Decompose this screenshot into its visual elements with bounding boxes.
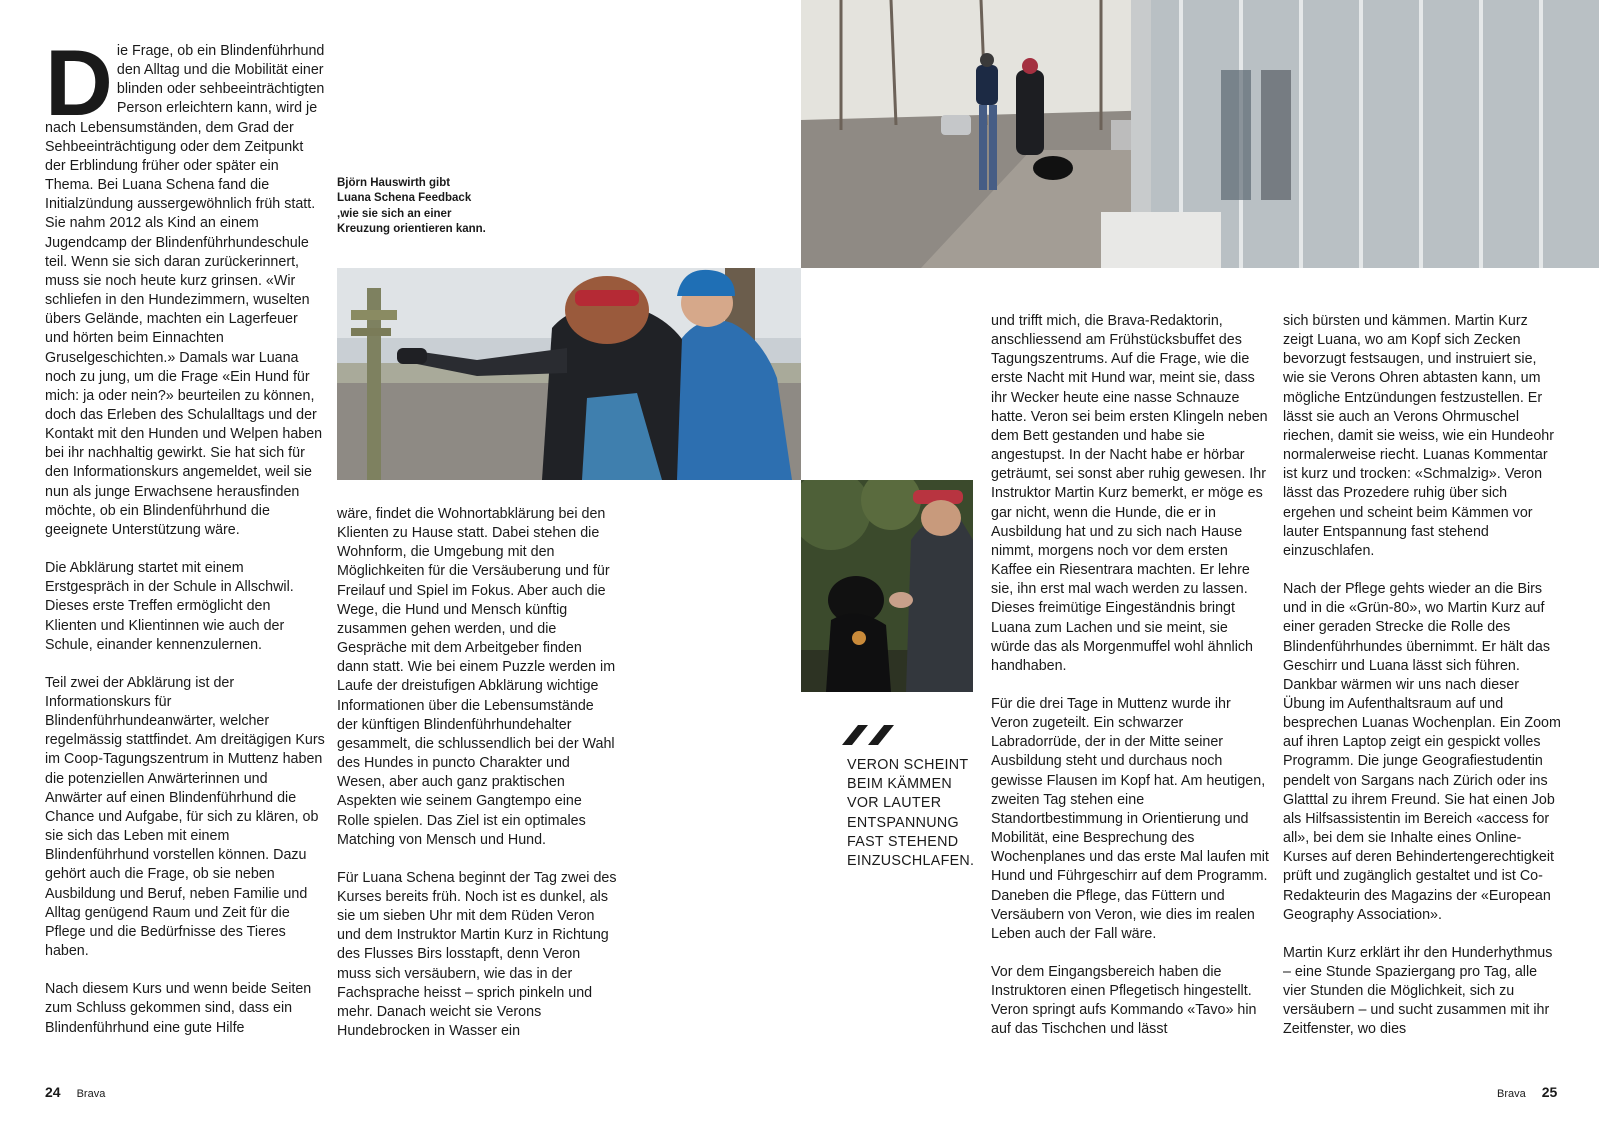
paragraph: Die Abklärung startet mit einem Erstgespräch in der Schule in Allschwil. Dieses erste Treffen ermöglicht den Klienten und Klientinnen wie auch der Schule, einander kennenzulernen. [45, 560, 294, 653]
article-column-2 [337, 505, 617, 1041]
paragraph: Für die drei Tage in Muttenz wurde ihr Veron zugeteilt. Ein schwarzer Labradorrüde, der in der Mitte seiner Ausbildung steht und durchaus noch gewisse Flausen im Kopf hat. Am heutigen, zweiten Tag stehen eine Standortbestimmung in Orientierung und Mobilität, eine Besprechung des Wochenplanes und das erste Mal laufen mit Hund und Führgeschirr auf dem Programm. Daneben die Pflege, das Füttern und Versäubern von Veron, wie dies im realen Leben auch der Fall wäre. [991, 695, 1269, 942]
paragraph: Nach diesem Kurs und wenn beide Seiten zum Schluss gekommen sind, dass ein Blindenführhund eine gute Hilfe [45, 981, 312, 1036]
dropcap: D [45, 30, 111, 135]
magazine-name: Brava [1497, 1088, 1526, 1100]
photo-walking [801, 0, 1599, 268]
paragraph: sich bürsten und kämmen. Martin Kurz zeigt Luana, wo am Kopf sich Zecken bevorzugt festsaugen, und instruiert sie, wie sie Verons Ohren abtasten kann, um mögliche Entzündungen festzustellen. Er lässt sie auch an Verons Ohrmuschel riechen, damit sie weiss, wie ein Hundeohr normalerweise riecht. Luanas Kommentar ist kurz und trocken: «Schmalzig». Veron lässt das Prozedere ruhig über sich ergehen und scheint beim Kämmen vor lauter Entspannung fast stehend einzuschlafen. [1283, 313, 1554, 559]
article-column-3 [991, 312, 1269, 1040]
photo-crossing [337, 268, 801, 480]
article-column-1 [45, 30, 325, 1038]
magazine-name: Brava [76, 1088, 106, 1100]
paragraph: Für Luana Schena beginnt der Tag zwei des Kurses bereits früh. Noch ist es dunkel, als sie um sieben Uhr mit dem Rüden Veron und dem Instruktor Martin Kurz in Richtung des Flusses Birs losstapft, denn Veron muss sich versäubern, wie das in der Fachsprache heisst – sprich pinkeln und mehr. Danach weicht sie Verons Hundebrocken in Wasser ein [337, 869, 617, 1040]
article-column-4 [1283, 312, 1561, 1040]
photo-dog [801, 480, 973, 692]
page-number: 25 [1541, 1084, 1558, 1100]
paragraph: Teil zwei der Abklärung ist der Informationskurs für Blindenführhundeanwärter, welcher regelmässig stattfindet. Am dreitägigen Kurs im Coop-Tagungszentrum in Muttenz haben die potenziellen Anwärterinnen und Anwärter auf einen Blindenführhund die Chance und Aufgabe, für sich zu klären, ob sie sich das Leben mit einem Blindenführhund vorstellen können. Dazu gehört auch die Frage, ob sie neben Ausbildung und Beruf, neben Familie und Alltag genügend Raum und Zeit für die Pflege und die Bedürfnisse des Tieres haben. [45, 674, 325, 960]
intro-paragraph: Die Frage, ob ein Blindenführhund den Alltag und die Mobilität einer blinden oder sehbeeinträchtigten Person erleichtern kann, wird je nach Lebensumständen, dem Grad der Sehbeeinträchtigung oder dem Zeitpunkt der Erblindung früher oder später ein Thema. Bei Luana Schena fand die Initialzündung aussergewöhnlich früh statt. Sie nahm 2012 als Kind an einem Jugendcamp der Blindenführhundeschule teil. Wenn sie sich daran zurückerinnert, muss sie noch heute kurz grinsen. «Wir schliefen in den Hundezimmern, wuselten übers Gelände, machten ein Lagerfeuer und hörten beim Einnachten Gruselgeschichten.» Damals war Luana noch zu jung, um die Frage «Ein Hund für mich: ja oder nein?» beurteilen zu können, doch das Erleben des Schulalltags und der Kontakt mit den Hunden und Welpen haben bei ihr nachhaltig gewirkt. Sie hat sich für den Informationskurs angemeldet, weil sie nun als junge Erwachsene herausfinden möchte, ob ein Blindenführhund die geeignete Unterstützung wäre. [45, 30, 325, 538]
pull-quote: VERON SCHEINT BEIM KÄMMEN VOR LAUTER ENTSPANNUNG FAST STEHEND EINZUSCHLAFEN. [847, 757, 975, 870]
paragraph: Martin Kurz erklärt ihr den Hunderhythmus – eine Stunde Spaziergang pro Tag, alle vier Stunden die Möglichkeit, sich zu versäubern – und sucht zusammen mit ihr Zeitfenster, wo dies [1283, 944, 1553, 1038]
page-number: 24 [45, 1084, 61, 1100]
paragraph: Vor dem Eingangsbereich haben die Instruktoren einen Pflegetisch hingestellt. Veron springt aufs Kommando «Tavo» hin auf das Tischchen und lässt [991, 964, 1257, 1038]
photo-caption: Björn Hauswirth gibt Luana Schena Feedback ,wie sie sich an einer Kreuzung orientieren kann. [337, 177, 486, 235]
paragraph: Nach der Pflege gehts wieder an die Birs und in die «Grün-80», wo Martin Kurz auf einer geraden Strecke die Rolle des Blindenführhundes übernimmt. Er hält das Geschirr und Luana lässt sich führen. Dankbar wärmen wir uns nach dieser Übung im Aufenthaltsraum auf und besprechen Luanas Wochenplan. Ein Zoom auf ihren Laptop zeigt ein gespickt volles Programm. Die junge Geografiestudentin pendelt von Sargans nach Zürich oder ins Glatttal zu ihrem Freund. Sie hat einen Job als Hilfsassistentin im Bereich «access for all», bei dem sie Inhalte eines Online-Kurses auf deren Behindertengerechtigkeit prüft und zugänglich gestaltet und ist Co-Redakteurin des Magazins der «European Geography Association». [1283, 581, 1561, 923]
quote-icon [842, 719, 898, 750]
folio-left [45, 1084, 105, 1100]
folio-right [1497, 1084, 1557, 1100]
paragraph: und trifft mich, die Brava-Redaktorin, anschliessend am Frühstücksbuffet des Tagungszentrums. Auf die Frage, wie die erste Nacht mit Hund war, meint sie, dass ihr Wecker heute eine nasse Schnauze hatte. Veron sei beim ersten Klingeln neben dem Bett gestanden und habe sie angestupst. In der Nacht habe er hörbar geträumt, sei sonst aber ruhig gewesen. Ihr Instruktor Martin Kurz bemerkt, er möge es gar nicht, wenn die Hunde, die er in Ausbildung hat und zu sich nach Hause nimmt, morgens noch vor dem ersten Kaffee ein Riesentrara machten. Er lehre sie, ihn erst mal wach werden zu lassen. Dieses freimütige Eingeständnis bringt Luana zum Lachen und sie meint, sie würde das als Morgenmuffel wohl ähnlich handhaben. [991, 313, 1268, 674]
paragraph: wäre, findet die Wohnortabklärung bei den Klienten zu Hause statt. Dabei stehen die Wohnform, die Umgebung mit den Möglichkeiten für die Versäuberung und für Freilauf und Spiel im Fokus. Aber auch die Wege, die Hund und Mensch künftig zusammen gehen werden, und die Gespräche mit dem Arbeitgeber finden dann statt. Wie bei einem Puzzle werden im Laufe der dreistufigen Abklärung wichtige Informationen über die Lebensumstände der künftigen Blindenführhundehalter gesammelt, die schlussendlich bei der Wahl des Hundes in puncto Charakter und Wesen, aber auch ganz praktischen Aspekten wie seinem Gangtempo eine Rolle spielen. Das Ziel ist ein optimales Matching von Mensch und Hund. [337, 506, 616, 848]
